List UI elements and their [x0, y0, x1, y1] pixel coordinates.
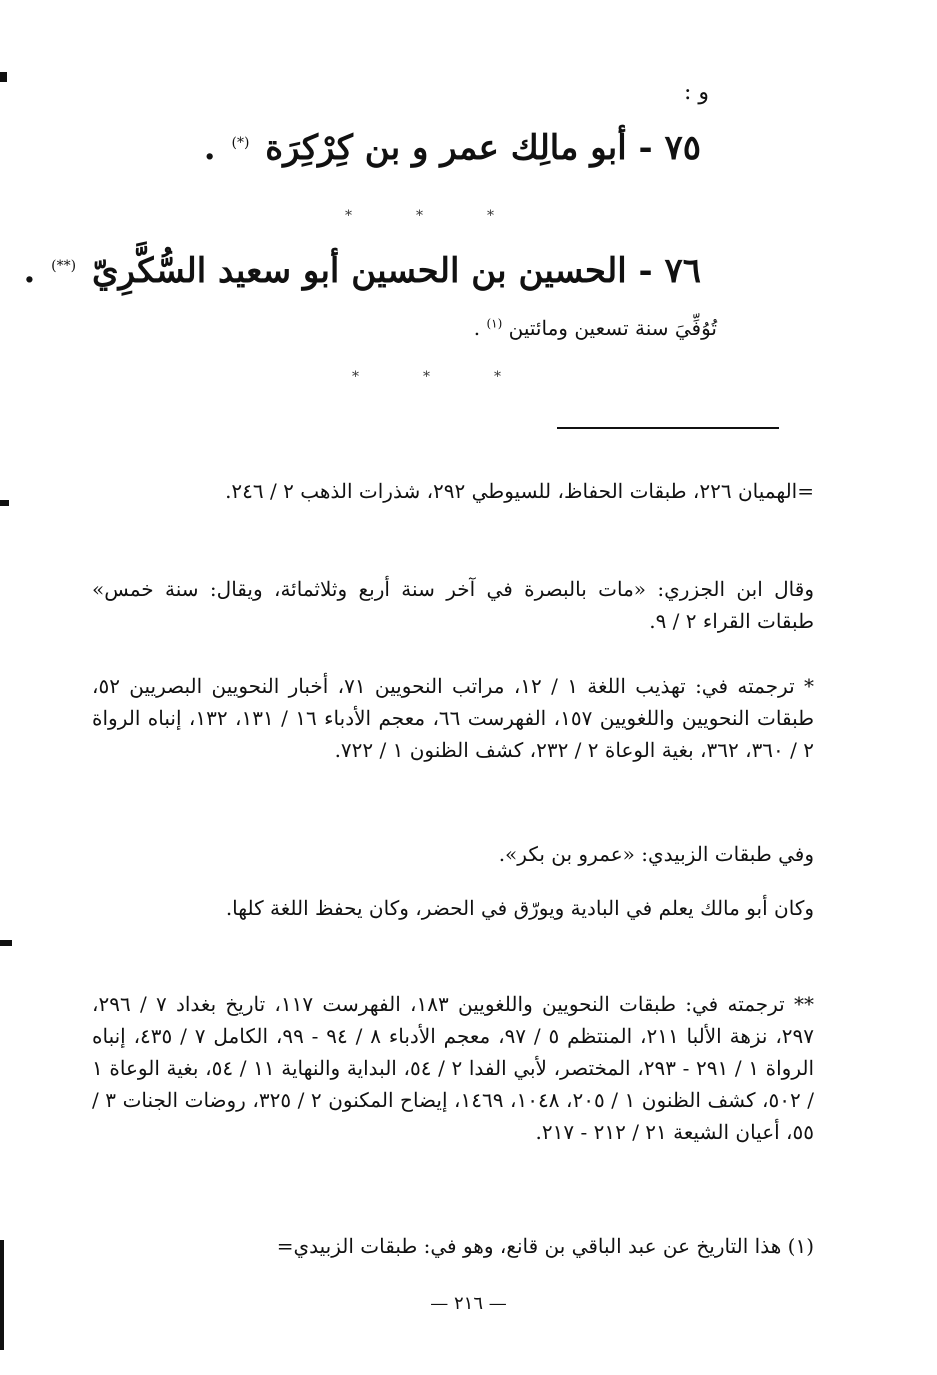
separator-star: *	[423, 369, 430, 385]
entry-75-title	[204, 128, 701, 168]
footnote-paragraph: وقال ابن الجزري: «مات بالبصرة في آخر سنة أربع وثلاثمائة، ويقال: سنة خمس» طبقات القراء ٢ / ٩.	[92, 577, 814, 633]
footnote-numbered-1: (١) هذا التاريخ عن عبد الباقي بن قانع، وهو في: طبقات الزبيدي=	[276, 1234, 814, 1258]
footnote-ref-1: (١)	[486, 316, 503, 331]
section-separator	[352, 369, 501, 385]
binding-mark	[0, 500, 9, 506]
binding-mark	[0, 72, 7, 82]
footnote-continuation: =الهميان ٢٢٦، طبقات الحفاظ، للسيوطي ٢٩٢، شذرات الذهب ٢ / ٢٤٦.	[225, 479, 814, 503]
footnote-paragraph: وكان أبو مالك يعلم في البادية ويورّق في الحضر، وكان يحفظ اللغة كلها.	[225, 896, 814, 920]
entry-75-name: ٧٥ - أبو مالِك عمر و بن كِرْكِرَة	[265, 128, 701, 168]
separator-star: *	[352, 369, 359, 385]
footnote-paragraph: وفي طبقات الزبيدي: «عمرو بن بكر».	[498, 842, 814, 866]
entry-76-name: ٧٦ - الحسين بن الحسين أبو سعيد السُّكَّرِيّ	[91, 251, 701, 291]
top-note: و :	[683, 80, 709, 105]
entry-75-end: .	[203, 128, 216, 168]
entry-76-title	[23, 251, 701, 291]
entry-75-footnote-marker: (*)	[231, 134, 250, 151]
footnote-entry-76: ** ترجمته في: طبقات النحويين واللغويين ١٨٣، الفهرست ١١٧، تاريخ بغداد ٧ / ٢٩٦، ٢٩٧، نزهة الألبا ٢١١، المنتظم ٥ / ٩٧، معجم الأدباء ٨ / ٩٤ - ٩٩، الكامل ٧ / ٤٣٥، إنباه الرواة ١ / ٢٩١ - ٢٩٣، المختصر، لأبي الفدا ٢ / ٥٤، البداية والنهاية ١١ / ٥٤، بغية الوعاة ١ / ٥٠٢، كشف الظنون ١ / ٢٠٥، ١٠٤٨، ١٤٦٩، إيضاح المكنون ٢ / ٣٢٥، روضات الجنات ٣ / ٥٥، أعيان الشيعة ٢١ / ٢١٢ - ٢١٧.	[92, 992, 815, 1144]
entry-76-death-line	[474, 316, 717, 340]
entry-76-death-text: تُوُفِّيَ سنة تسعين ومائتين	[508, 316, 717, 340]
footnote-entry-75: * ترجمته في: تهذيب اللغة ١ / ١٢، مراتب النحويين ٧١، أخبار النحويين البصريين ٥٢، طبقات النحويين واللغويين ١٥٧، الفهرست ٦٦، معجم الأدباء ١٦ / ١٣١، ١٣٢، إنباه الرواة ٢ / ٣٦٠، ٣٦٢، بغية الوعاة ٢ / ٢٣٢، كشف الظنون ١ / ٧٢٢.	[92, 674, 815, 762]
page-number: — ٢١٦ —	[430, 1293, 507, 1314]
separator-star: *	[494, 369, 501, 385]
section-separator	[345, 208, 494, 224]
entry-76-footnote-marker: (**)	[51, 257, 77, 274]
separator-star: *	[416, 208, 423, 224]
entry-76-end: .	[23, 251, 36, 291]
separator-star: *	[487, 208, 494, 224]
binding-mark	[0, 940, 12, 946]
separator-star: *	[345, 208, 352, 224]
entry-76-death-end: .	[473, 316, 481, 340]
footnote-divider	[557, 427, 779, 429]
